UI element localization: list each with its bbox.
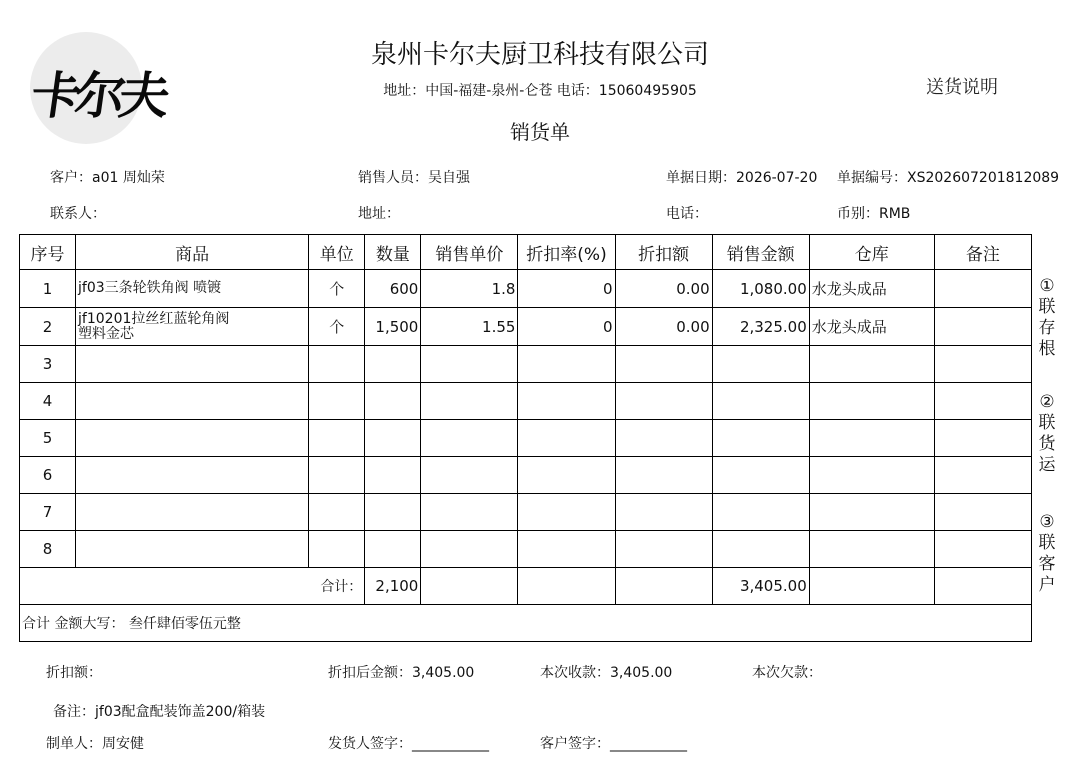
- table-row: [20, 494, 1032, 531]
- amount-words-row: [20, 605, 1032, 642]
- row-goods: jf10201拉丝红蓝轮角阀 塑料金芯: [76, 308, 309, 346]
- shipper-signature: 发货人签字：___________: [328, 736, 489, 752]
- copy-number: ③: [1039, 512, 1055, 532]
- doc-number-field: 单据编号：XS202607201812089: [837, 170, 1060, 186]
- row-no: 1: [20, 270, 76, 308]
- table-row: [20, 457, 1032, 494]
- table-row: [20, 531, 1032, 568]
- copy-text: 联 存 根: [1038, 297, 1056, 359]
- row-no: 6: [20, 457, 76, 494]
- header-cell: 折扣率(%): [518, 235, 615, 270]
- row-remark: [934, 270, 1031, 308]
- discount-label: 折扣额：: [46, 665, 102, 681]
- header-cell: 备注: [934, 235, 1031, 270]
- amount-in-words: 合计 金额大写： 叁仟肆佰零伍元整: [20, 605, 1032, 642]
- row-price: 1.8: [421, 270, 518, 308]
- date-field: 单据日期：2026-07-20: [666, 170, 818, 186]
- copy-text: 联 客 户: [1038, 533, 1056, 595]
- header-cell: 销售单价: [421, 235, 518, 270]
- customer-field: 客户：a01 周灿荣: [50, 170, 165, 186]
- row-warehouse: 水龙头成品: [809, 270, 934, 308]
- header-cell: 序号: [20, 235, 76, 270]
- table-row: [20, 346, 1032, 383]
- total-row: [20, 568, 1032, 605]
- received-amount: 本次收款：3,405.00: [540, 665, 673, 681]
- header-cell: 商品: [76, 235, 309, 270]
- copy-number: ②: [1039, 392, 1055, 412]
- header-cell: 数量: [365, 235, 421, 270]
- address-field: 地址：: [358, 206, 400, 222]
- copy-label-customer: [1036, 512, 1058, 596]
- row-no: 5: [20, 420, 76, 457]
- currency-field: 币别：RMB: [837, 206, 911, 222]
- row-rate: 0: [518, 270, 615, 308]
- company-address: 地址：中国-福建-泉州-仑苍 电话：15060495905: [383, 83, 697, 99]
- row-rate: 0: [518, 308, 615, 346]
- copy-text: 联 货 运: [1038, 413, 1056, 475]
- table-row: [20, 420, 1032, 457]
- row-amount: 1,080.00: [712, 270, 809, 308]
- phone-field: 电话：: [666, 206, 708, 222]
- row-qty: 1,500: [365, 308, 421, 346]
- delivery-note-label: 送货说明: [926, 77, 998, 98]
- row-no: 8: [20, 531, 76, 568]
- document-maker: 制单人：周安健: [46, 736, 144, 752]
- header-cell: 折扣额: [615, 235, 712, 270]
- table-header-row: [20, 235, 1032, 270]
- row-price: 1.55: [421, 308, 518, 346]
- row-unit: 个: [309, 270, 365, 308]
- row-discount: 0.00: [615, 308, 712, 346]
- header-cell: 单位: [309, 235, 365, 270]
- customer-signature: 客户签字：___________: [540, 736, 687, 752]
- header-cell: 仓库: [809, 235, 934, 270]
- row-no: 7: [20, 494, 76, 531]
- total-qty: 2,100: [365, 568, 421, 605]
- table-row: [20, 270, 1032, 308]
- row-discount: 0.00: [615, 270, 712, 308]
- salesperson-field: 销售人员：吴自强: [358, 170, 470, 186]
- total-label: 合计：: [20, 568, 365, 605]
- after-discount-amount: 折扣后金额：3,405.00: [328, 665, 475, 681]
- row-qty: 600: [365, 270, 421, 308]
- company-name: 泉州卡尔夫厨卫科技有限公司: [370, 40, 709, 70]
- row-unit: 个: [309, 308, 365, 346]
- header-cell: 销售金额: [712, 235, 809, 270]
- table-row: [20, 308, 1032, 346]
- copy-number: ①: [1039, 276, 1055, 296]
- total-amount: 3,405.00: [712, 568, 809, 605]
- remark-field: 备注：jf03配盒配装饰盖200/箱装: [53, 704, 266, 720]
- row-no: 4: [20, 383, 76, 420]
- table-row: [20, 383, 1032, 420]
- copy-label-stub: [1036, 276, 1058, 360]
- logo-text: 卡尔夫: [27, 66, 168, 125]
- document-title: 销货单: [510, 120, 570, 144]
- sales-table: [19, 234, 1032, 642]
- copy-label-transport: [1036, 392, 1058, 476]
- contact-field: 联系人：: [50, 206, 106, 222]
- row-warehouse: 水龙头成品: [809, 308, 934, 346]
- row-no: 2: [20, 308, 76, 346]
- row-amount: 2,325.00: [712, 308, 809, 346]
- owed-amount: 本次欠款：: [752, 665, 822, 681]
- row-goods: jf03三条轮铁角阀 喷镀: [76, 270, 309, 308]
- row-remark: [934, 308, 1031, 346]
- row-no: 3: [20, 346, 76, 383]
